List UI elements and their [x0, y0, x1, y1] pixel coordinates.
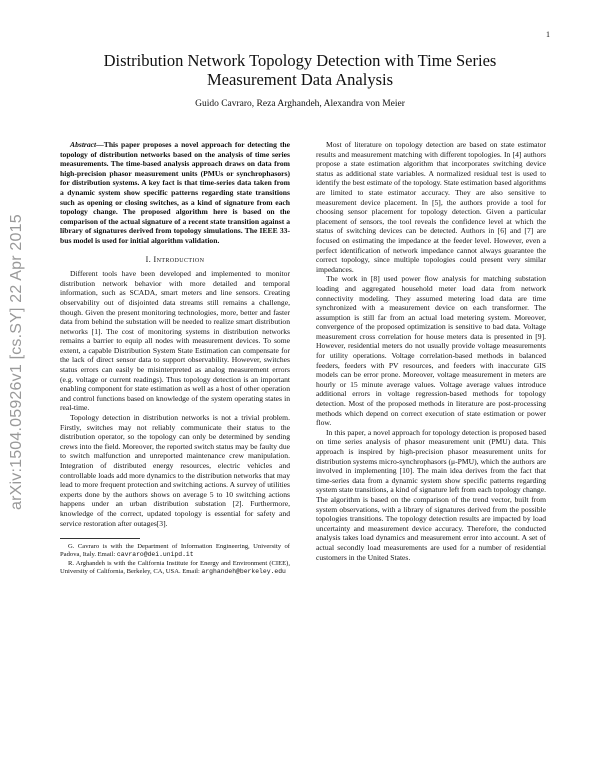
footnote-1: [60, 543, 290, 559]
footnote-2: [60, 560, 290, 576]
footnote-2-text: R. Arghandeh is with the California Institute for Energy and Environment (CIEE), University of California, Berkeley, CA, USA. Email:: [60, 559, 290, 575]
page-number: 1: [546, 30, 550, 39]
intro-paragraph-1: Different tools have been developed and implemented to monitor distribution network behavior with more detailed and temporal information, such as SCADA, smart meters and line sensors. Creating observability out of disjointed data streams still remains a challenge, though. Given the present monitoring technologies, more, better and faster data from behind the substation will be needed to realize smart distribution networks [1]. The cost of monitoring systems in distribution networks remains a barrier to equip all nodes with measurement devices. To some extent, a capable Distribution System State Estimation can compensate for the lack of direct sensor data to support observability. However, switches status errors can easily be misinterpreted as analog measurement errors (e.g. voltage or current readings). Thus topology detection is an important enabling component for state estimation as well as a host of other operation and control functions based on knowledge of the system operating states in real-time.: [60, 269, 290, 413]
intro-paragraph-2: Topology detection in distribution networks is not a trivial problem. Firstly, switches may not reliably communicate their status to the distribution operator, so the topology can only be determined by sending crews into the field. Moreover, the reported switch status may be faulty due to switch malfunction and unreported maintenance crew manipulation. Integration of distributed energy resources, electric vehicles and controllable loads add more dynamics to the distribution networks that may lead to more frequent protection and switching actions. A survey of utilities experts done by the authors shows on average 5 to 10 switching actions happens under an urban distribution substation [2]. Furthermore, knowledge of the correct, updated topology is essential for safety and service restoration after outages[3].: [60, 413, 290, 528]
paper-authors: Guido Cavraro, Reza Arghandeh, Alexandra von Meier: [195, 99, 405, 109]
right-column: [316, 140, 546, 562]
footnote-1-text: G. Cavraro is with the Department of Information Engineering, University of Padova, Italy. Email:: [60, 543, 290, 559]
right-paragraph-1: Most of literature on topology detection are based on state estimator results and measurement matching with different topologies. In [4] authors propose a state estimation algorithm that incorporates switching device status as additional state variables. A normalized residual test is used to identify the best estimate of the topology. State estimation based algorithms are limited to state estimator accuracy. They are also sensitive to measurement device placement. In [5], the authors provide a tool for choosing sensor placement for topology detection. Given a particular placement of sensors, the tool reveals the confidence level at which the status of switching devices can be detected. Authors in [6] and [7] are focused on estimating the impedance at the feeder level. However, even a perfect identification of network impedance cannot always guarantee the correct topology, since multiple topologies could present very similar impedances.: [316, 140, 547, 274]
footnote-2-email[interactable]: arghandeh@berkeley.edu: [201, 567, 286, 575]
footnotes: [60, 543, 290, 576]
abstract-label: Abstract: [70, 140, 97, 149]
footnote-1-email[interactable]: cavraro@dei.unipd.it: [116, 551, 194, 559]
right-paragraph-3: In this paper, a novel approach for topology detection is proposed based on time series analysis of phasor measurement unit (PMU) data. This approach is inspired by high-precision phasor measurement units for distribution systems micro-synchrophasors (μ-PMU), which the authors are involved in implementing [10]. The main idea derives from the fact that time-series data from a dynamic system show specific patterns regarding system state transitions, a kind of signature left from each topology change. The algorithm is based on the comparison of the trend vector, built from system observations, with a library of signatures derived from the possible topologies transitions. The topology detection results are impacted by load uncertainty and measurement device accuracy. Therefore, the conducted analysis takes load dynamics and measurement error into account. A set of actual secondly load measurements are used for a number of residential customers in the United States.: [316, 427, 546, 562]
right-paragraph-2: The work in [8] used power flow analysis for matching substation loading and aggregated household meter load data from network connectivity modeling. They assumed metering load data are time synchronized with a measurement device on each transformer. The assumption is still far from an actual load metering system. Moreover, convergence of the proposed optimization is sensitive to bad data. Voltage measurement cross correlation for house meters data is presented in [9]. However, residential meters do not usually provide voltage measurements for utility operations. Voltage correlation-based methods in balanced feeders, feeders with PV resources, and feeders with inaccurate GIS models can be error prone. Moreover, voltage measurement in meters are hourly or 15 minute average values. Voltage average values introduce additional errors in voltage regression-based methods for topology detection. Most of the proposed methods in literature are post-processing methods which depend on correct execution of state estimation or power flow.: [316, 274, 546, 428]
abstract-text: —This paper proposes a novel approach for detecting the topology of distribution networks based on the analysis of time series measurements. The time-based analysis approach draws on data from high-precision phasor measurement units (PMUs or synchrophasors) for distribution systems. A key fact is that time-series data taken from a dynamic system show specific patterns regarding state transitions such as opening or closing switches, as a kind of signature from each topology change. The proposed algorithm here is based on the comparison of the actual signature of a recent state transition against a library of signatures derived from topology simulations. The IEEE 33-bus model is used for initial algorithm validation.: [60, 140, 290, 245]
left-column: [60, 140, 290, 576]
section-heading-introduction: I. Introduction: [145, 254, 205, 264]
footnote-divider: [60, 538, 140, 539]
paper-title: Distribution Network Topology Detection with Time Series Measurement Data Analysis: [103, 51, 497, 89]
arxiv-stamp: arXiv:1504.05926v1 [cs.SY] 22 Apr 2015: [8, 214, 25, 510]
abstract: [60, 140, 290, 246]
